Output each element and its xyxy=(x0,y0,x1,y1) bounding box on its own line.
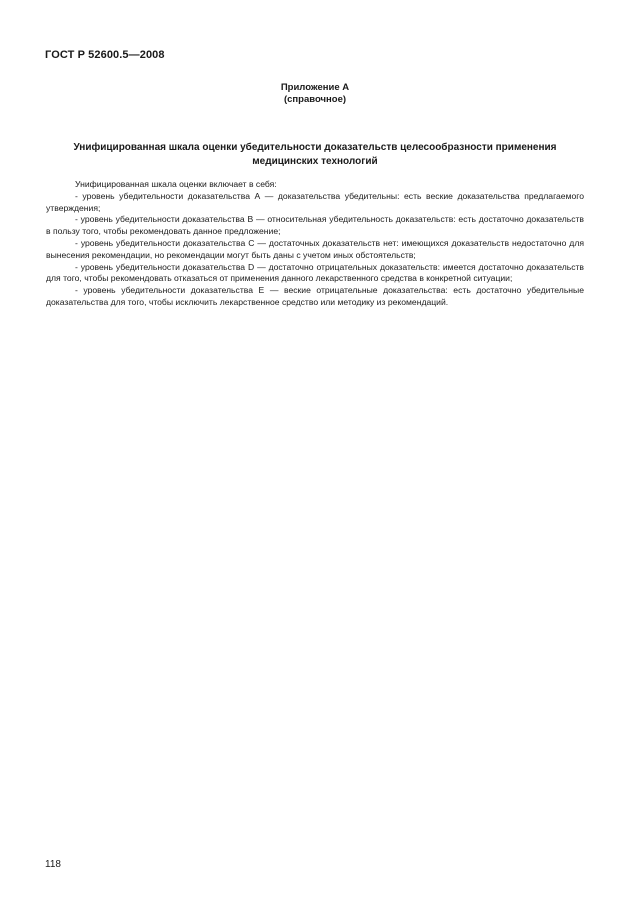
annex-title: Приложение А xyxy=(280,82,350,93)
section-title: Унифицированная шкала оценки убедительности доказательств целесообразности применения медицинских технологий xyxy=(73,142,557,167)
list-item: - уровень убедительности доказательства D — достаточно отрицательных доказательств: имеется достаточно доказательств для того, чтобы рекомендовать отказаться от применения данного лекарственного средства в конкретной ситуации; xyxy=(46,261,584,284)
body-text xyxy=(46,179,584,309)
list-item: - уровень убедительности доказательства В — относительная убедительность доказательств: есть достаточно доказательств в пользу того, чтобы рекомендовать данное предложение; xyxy=(46,214,584,237)
list-item: - уровень убедительности доказательства С — достаточных доказательств нет: имеющихся доказательств недостаточно для вынесения рекомендации, но рекомендации могут быть даны с учетом иных обстоятельств; xyxy=(46,237,584,260)
annex-heading xyxy=(0,82,630,106)
list-item: - уровень убедительности доказательства Е — веские отрицательные доказательства: есть достаточно убедительные доказательства для того, чтобы исключить лекарственное средство или методику из рекомендаций. xyxy=(46,285,584,307)
annex-subtitle: (справочное) xyxy=(283,94,347,105)
standard-code: ГОСТ Р 52600.5—2008 xyxy=(45,49,165,61)
list-item: - уровень убедительности доказательства А — доказательства убедительны: есть веские доказательства предлагаемого утверждения; xyxy=(46,190,584,213)
body-intro: Унифицированная шкала оценки включает в себя: xyxy=(75,179,277,189)
page-number: 118 xyxy=(45,859,61,870)
